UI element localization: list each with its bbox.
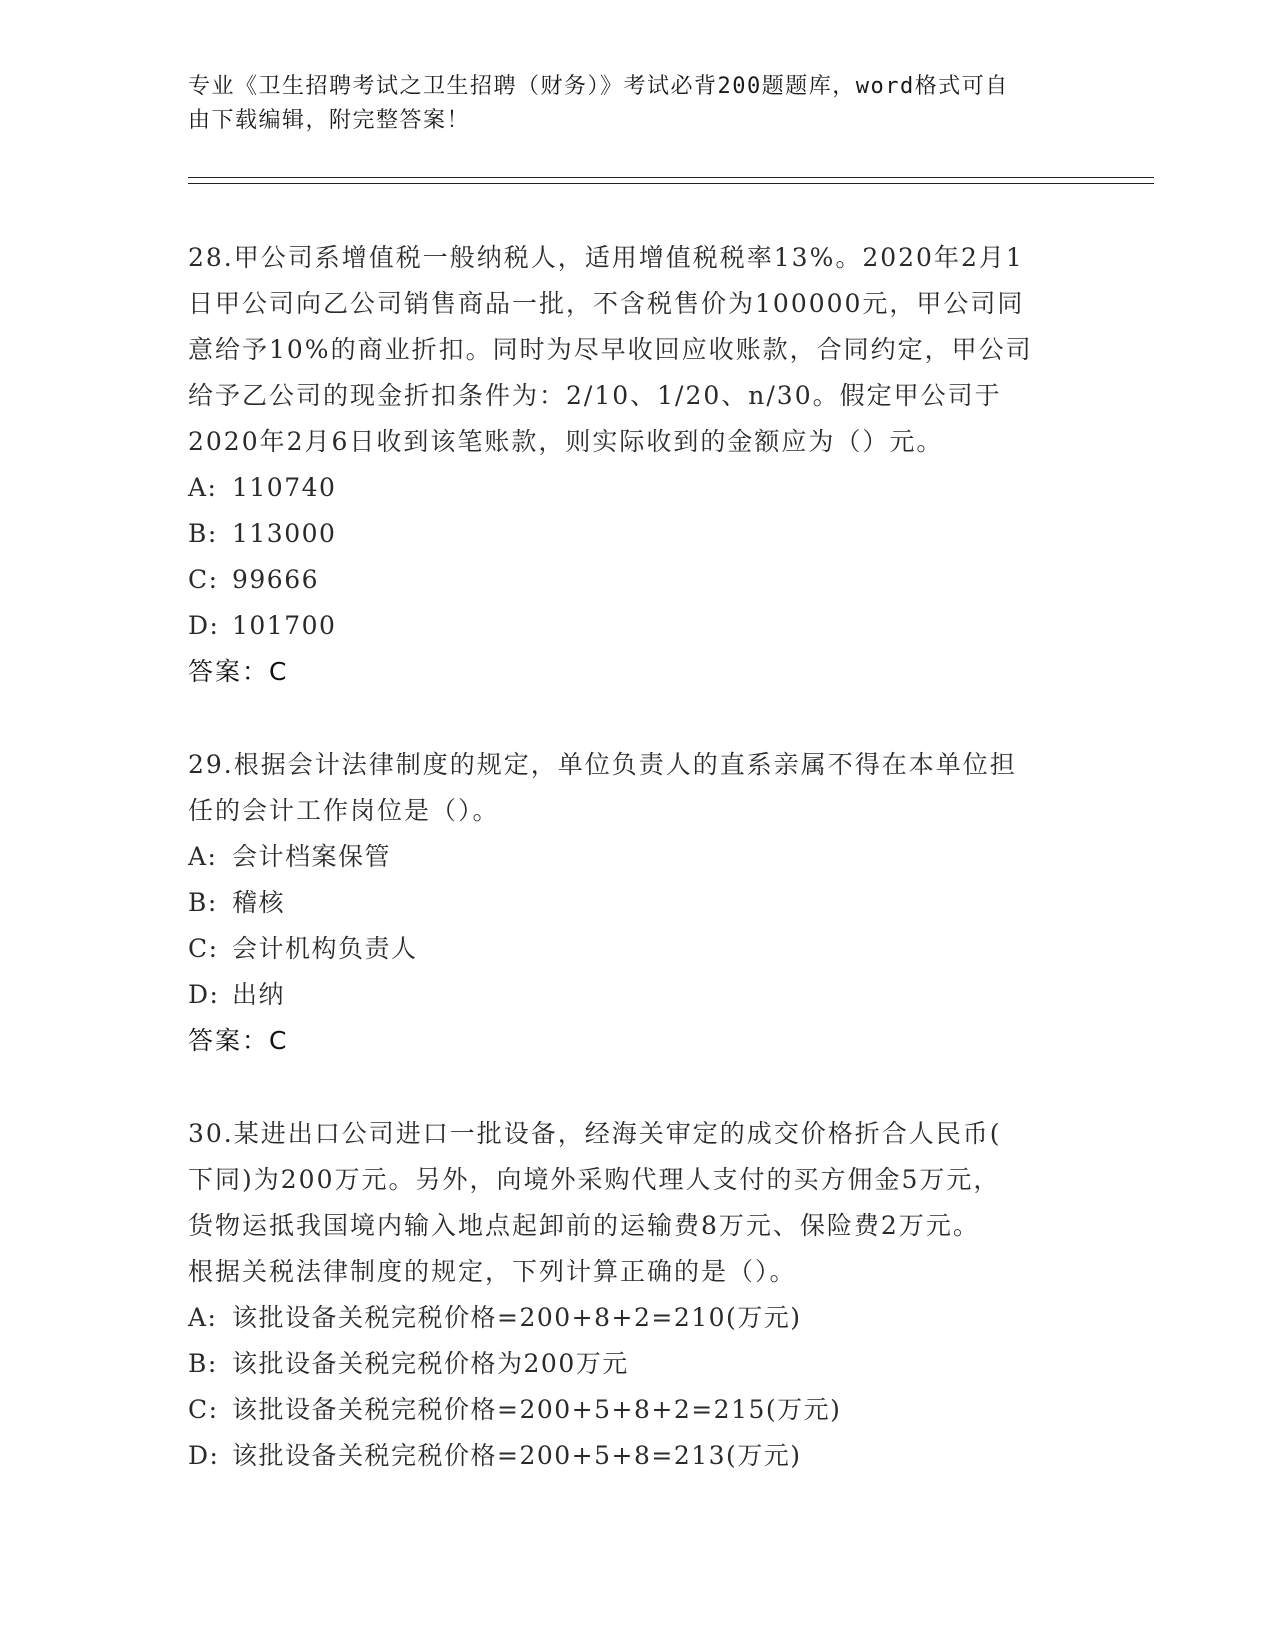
- question-stem-line: 下同)为200万元。另外，向境外采购代理人支付的买方佣金5万元，: [188, 1165, 1001, 1194]
- option-key: D:: [188, 611, 220, 640]
- option-b: [188, 511, 1088, 557]
- option-c: [188, 557, 1088, 603]
- option-text: 99666: [232, 565, 320, 594]
- option-text: 会计机构负责人: [232, 934, 418, 963]
- option-text: 该批设备关税完税价格=200+5+8=213(万元): [232, 1441, 802, 1470]
- answer-label: 答案：C: [188, 1026, 289, 1055]
- question-stem-line: 29.根据会计法律制度的规定，单位负责人的直系亲属不得在本单位担: [188, 750, 1017, 779]
- option-b: [188, 1341, 1088, 1387]
- option-a: [188, 1295, 1088, 1341]
- option-key: B:: [188, 1349, 218, 1378]
- option-text: 该批设备关税完税价格=200+8+2=210(万元): [232, 1303, 802, 1332]
- question-stem-line: 日甲公司向乙公司销售商品一批，不含税售价为100000元，甲公司同: [188, 289, 1025, 318]
- option-key: B:: [188, 888, 218, 917]
- question-stem-line: 根据关税法律制度的规定，下列计算正确的是（）。: [188, 1257, 797, 1286]
- question-stem-line: 给予乙公司的现金折扣条件为：2/10、1/20、n/30。假定甲公司于: [188, 381, 1002, 410]
- header-line-1: 专业《卫生招聘考试之卫生招聘（财务）》考试必背200题题库，word格式可自: [188, 74, 1009, 99]
- option-text: 113000: [232, 519, 337, 548]
- header-line-2: 由下载编辑，附完整答案！: [188, 108, 471, 133]
- option-c: [188, 1387, 1088, 1433]
- question-30: [188, 1111, 1088, 1479]
- answer-label: 答案：C: [188, 657, 289, 686]
- header-divider-top: [188, 177, 1154, 178]
- option-text: 该批设备关税完税价格为200万元: [232, 1349, 629, 1378]
- option-a: [188, 465, 1088, 511]
- option-d: [188, 972, 1088, 1018]
- option-text: 出纳: [232, 980, 286, 1009]
- question-stem-line: 30.某进出口公司进口一批设备，经海关审定的成交价格折合人民币(: [188, 1119, 1002, 1148]
- option-key: A:: [188, 473, 218, 502]
- header-divider-bottom: [188, 183, 1154, 184]
- question-28: [188, 235, 1088, 695]
- question-stem-line: 货物运抵我国境内输入地点起卸前的运输费8万元、保险费2万元。: [188, 1211, 980, 1240]
- question-stem-line: 任的会计工作岗位是（）。: [188, 796, 500, 825]
- option-c: [188, 926, 1088, 972]
- document-header: [188, 70, 1068, 138]
- option-text: 101700: [232, 611, 337, 640]
- question-stem-line: 意给予10%的商业折扣。同时为尽早收回应收账款，合同约定，甲公司: [188, 335, 1033, 364]
- option-text: 会计档案保管: [232, 842, 392, 871]
- option-key: C:: [188, 1395, 219, 1424]
- option-key: D:: [188, 1441, 220, 1470]
- question-stem-line: 28.甲公司系增值税一般纳税人，适用增值税税率13%。2020年2月1: [188, 243, 1024, 272]
- option-key: A:: [188, 1303, 218, 1332]
- option-key: A:: [188, 842, 218, 871]
- option-d: [188, 1433, 1088, 1479]
- option-text: 110740: [232, 473, 337, 502]
- option-key: C:: [188, 934, 219, 963]
- question-29: [188, 742, 1088, 1064]
- option-key: B:: [188, 519, 218, 548]
- option-text: 该批设备关税完税价格=200+5+8+2=215(万元): [232, 1395, 842, 1424]
- option-b: [188, 880, 1088, 926]
- option-a: [188, 834, 1088, 880]
- option-d: [188, 603, 1088, 649]
- option-text: 稽核: [232, 888, 286, 917]
- option-key: C:: [188, 565, 219, 594]
- option-key: D:: [188, 980, 220, 1009]
- question-stem-line: 2020年2月6日收到该笔账款，则实际收到的金额应为（）元。: [188, 427, 944, 456]
